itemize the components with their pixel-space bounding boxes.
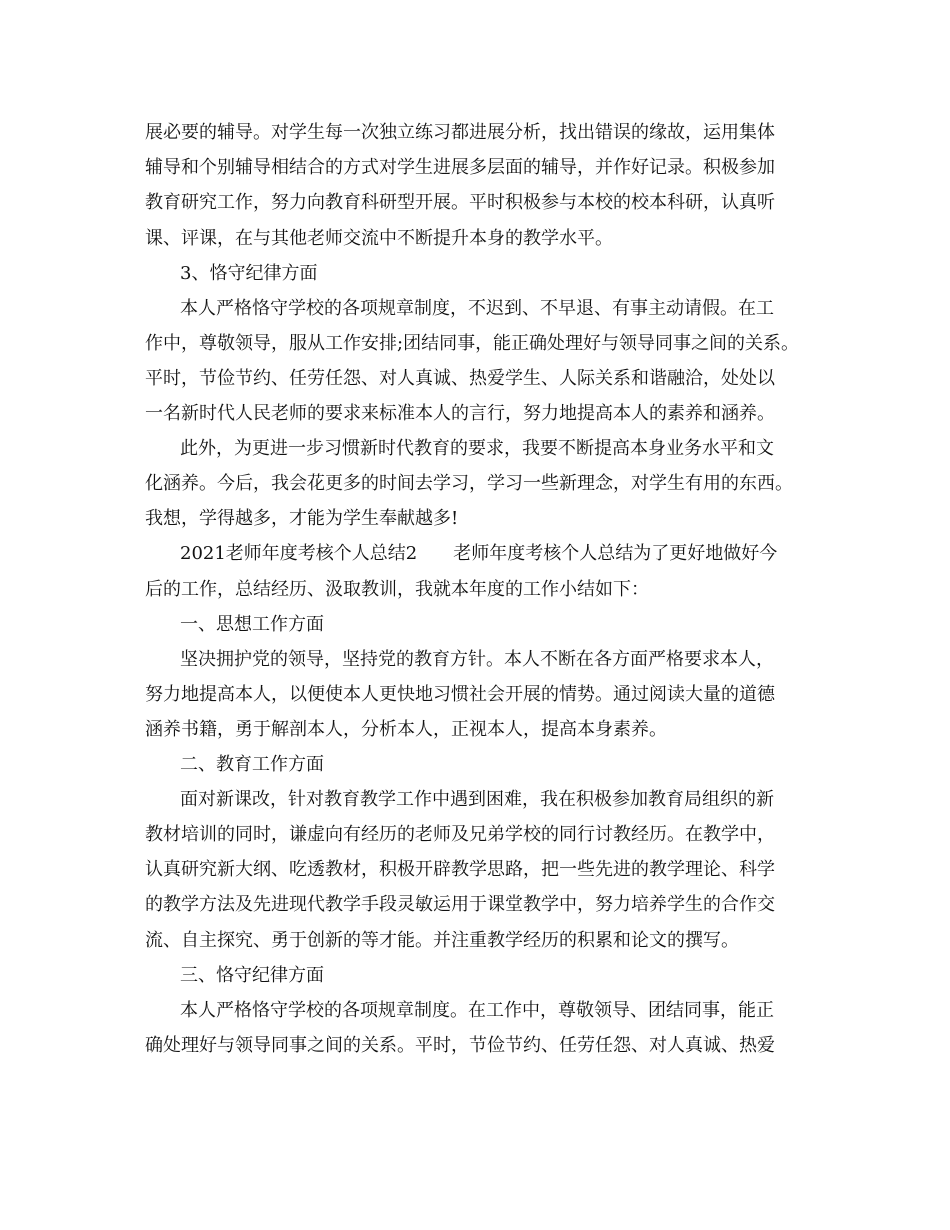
body-line: 确处理好与领导同事之间的关系。平时，节俭节约、任劳任怨、对人真诚、热爱 — [145, 1035, 775, 1056]
body-line: 努力地提高本人，以便使本人更快地习惯社会开展的情势。通过阅读大量的道德 — [145, 684, 775, 705]
body-line: 教育研究工作，努力向教育科研型开展。平时积极参与本校的校本科研，认真听 — [145, 192, 775, 213]
body-line: 本人严格恪守学校的各项规章制度。在工作中，尊敬领导、团结同事，能正 — [180, 1000, 774, 1021]
body-line: 辅导和个别辅导相结合的方式对学生进展多层面的辅导，并作好记录。积极参加 — [145, 157, 775, 178]
body-line: 此外，为更进一步习惯新时代教育的要求，我要不断提高本身业务水平和文 — [180, 438, 774, 459]
body-line: 涵养书籍，勇于解剖本人，分析本人，正视本人，提高本身素养。 — [145, 719, 667, 740]
body-line: 教材培训的同时，谦虚向有经历的老师及兄弟学校的同行讨教经历。在教学中， — [145, 824, 775, 845]
section-heading: 三、恪守纪律方面 — [180, 965, 324, 986]
body-line: 流、自主探究、勇于创新的等才能。并注重教学经历的积累和论文的撰写。 — [145, 930, 739, 951]
body-line: 展必要的辅导。对学生每一次独立练习都进展分析，找出错误的缘故，运用集体 — [145, 122, 775, 143]
body-line: 我想，学得越多，才能为学生奉献越多! — [145, 508, 459, 529]
body-line: 课、评课，在与其他老师交流中不断提升本身的教学水平。 — [145, 228, 613, 249]
section-heading: 一、思想工作方面 — [180, 614, 324, 635]
section-heading: 3、恪守纪律方面 — [180, 263, 318, 284]
body-line: 一名新时代人民老师的要求来标准本人的言行，努力地提高本人的素养和涵养。 — [145, 403, 775, 424]
section-heading: 二、教育工作方面 — [180, 754, 324, 775]
body-line: 面对新课改，针对教育教学工作中遇到困难，我在积极参加教育局组织的新 — [180, 789, 774, 810]
body-line: 后的工作，总结经历、汲取教训，我就本年度的工作小结如下： — [145, 579, 649, 600]
body-line: 作中，尊敬领导，服从工作安排;团结同事，能正确处理好与领导同事之间的关系。 — [145, 333, 800, 354]
body-line: 的教学方法及先进现代教学手段灵敏运用于课堂教学中，努力培养学生的合作交 — [145, 894, 775, 915]
body-line: 认真研究新大纲、吃透教材，积极开辟教学思路，把一些先进的教学理论、科学 — [145, 859, 775, 880]
body-line: 2021老师年度考核个人总结2 老师年度考核个人总结为了更好地做好今 — [180, 543, 778, 564]
body-line: 化涵养。今后，我会花更多的时间去学习，学习一些新理念，对学生有用的东西。 — [145, 473, 793, 494]
body-line: 本人严格恪守学校的各项规章制度，不迟到、不早退、有事主动请假。在工 — [180, 298, 774, 319]
body-line: 平时，节俭节约、任劳任怨、对人真诚、热爱学生、人际关系和谐融洽，处处以 — [145, 368, 775, 389]
body-line: 坚决拥护党的领导，坚持党的教育方针。本人不断在各方面严格要求本人， — [180, 649, 774, 670]
